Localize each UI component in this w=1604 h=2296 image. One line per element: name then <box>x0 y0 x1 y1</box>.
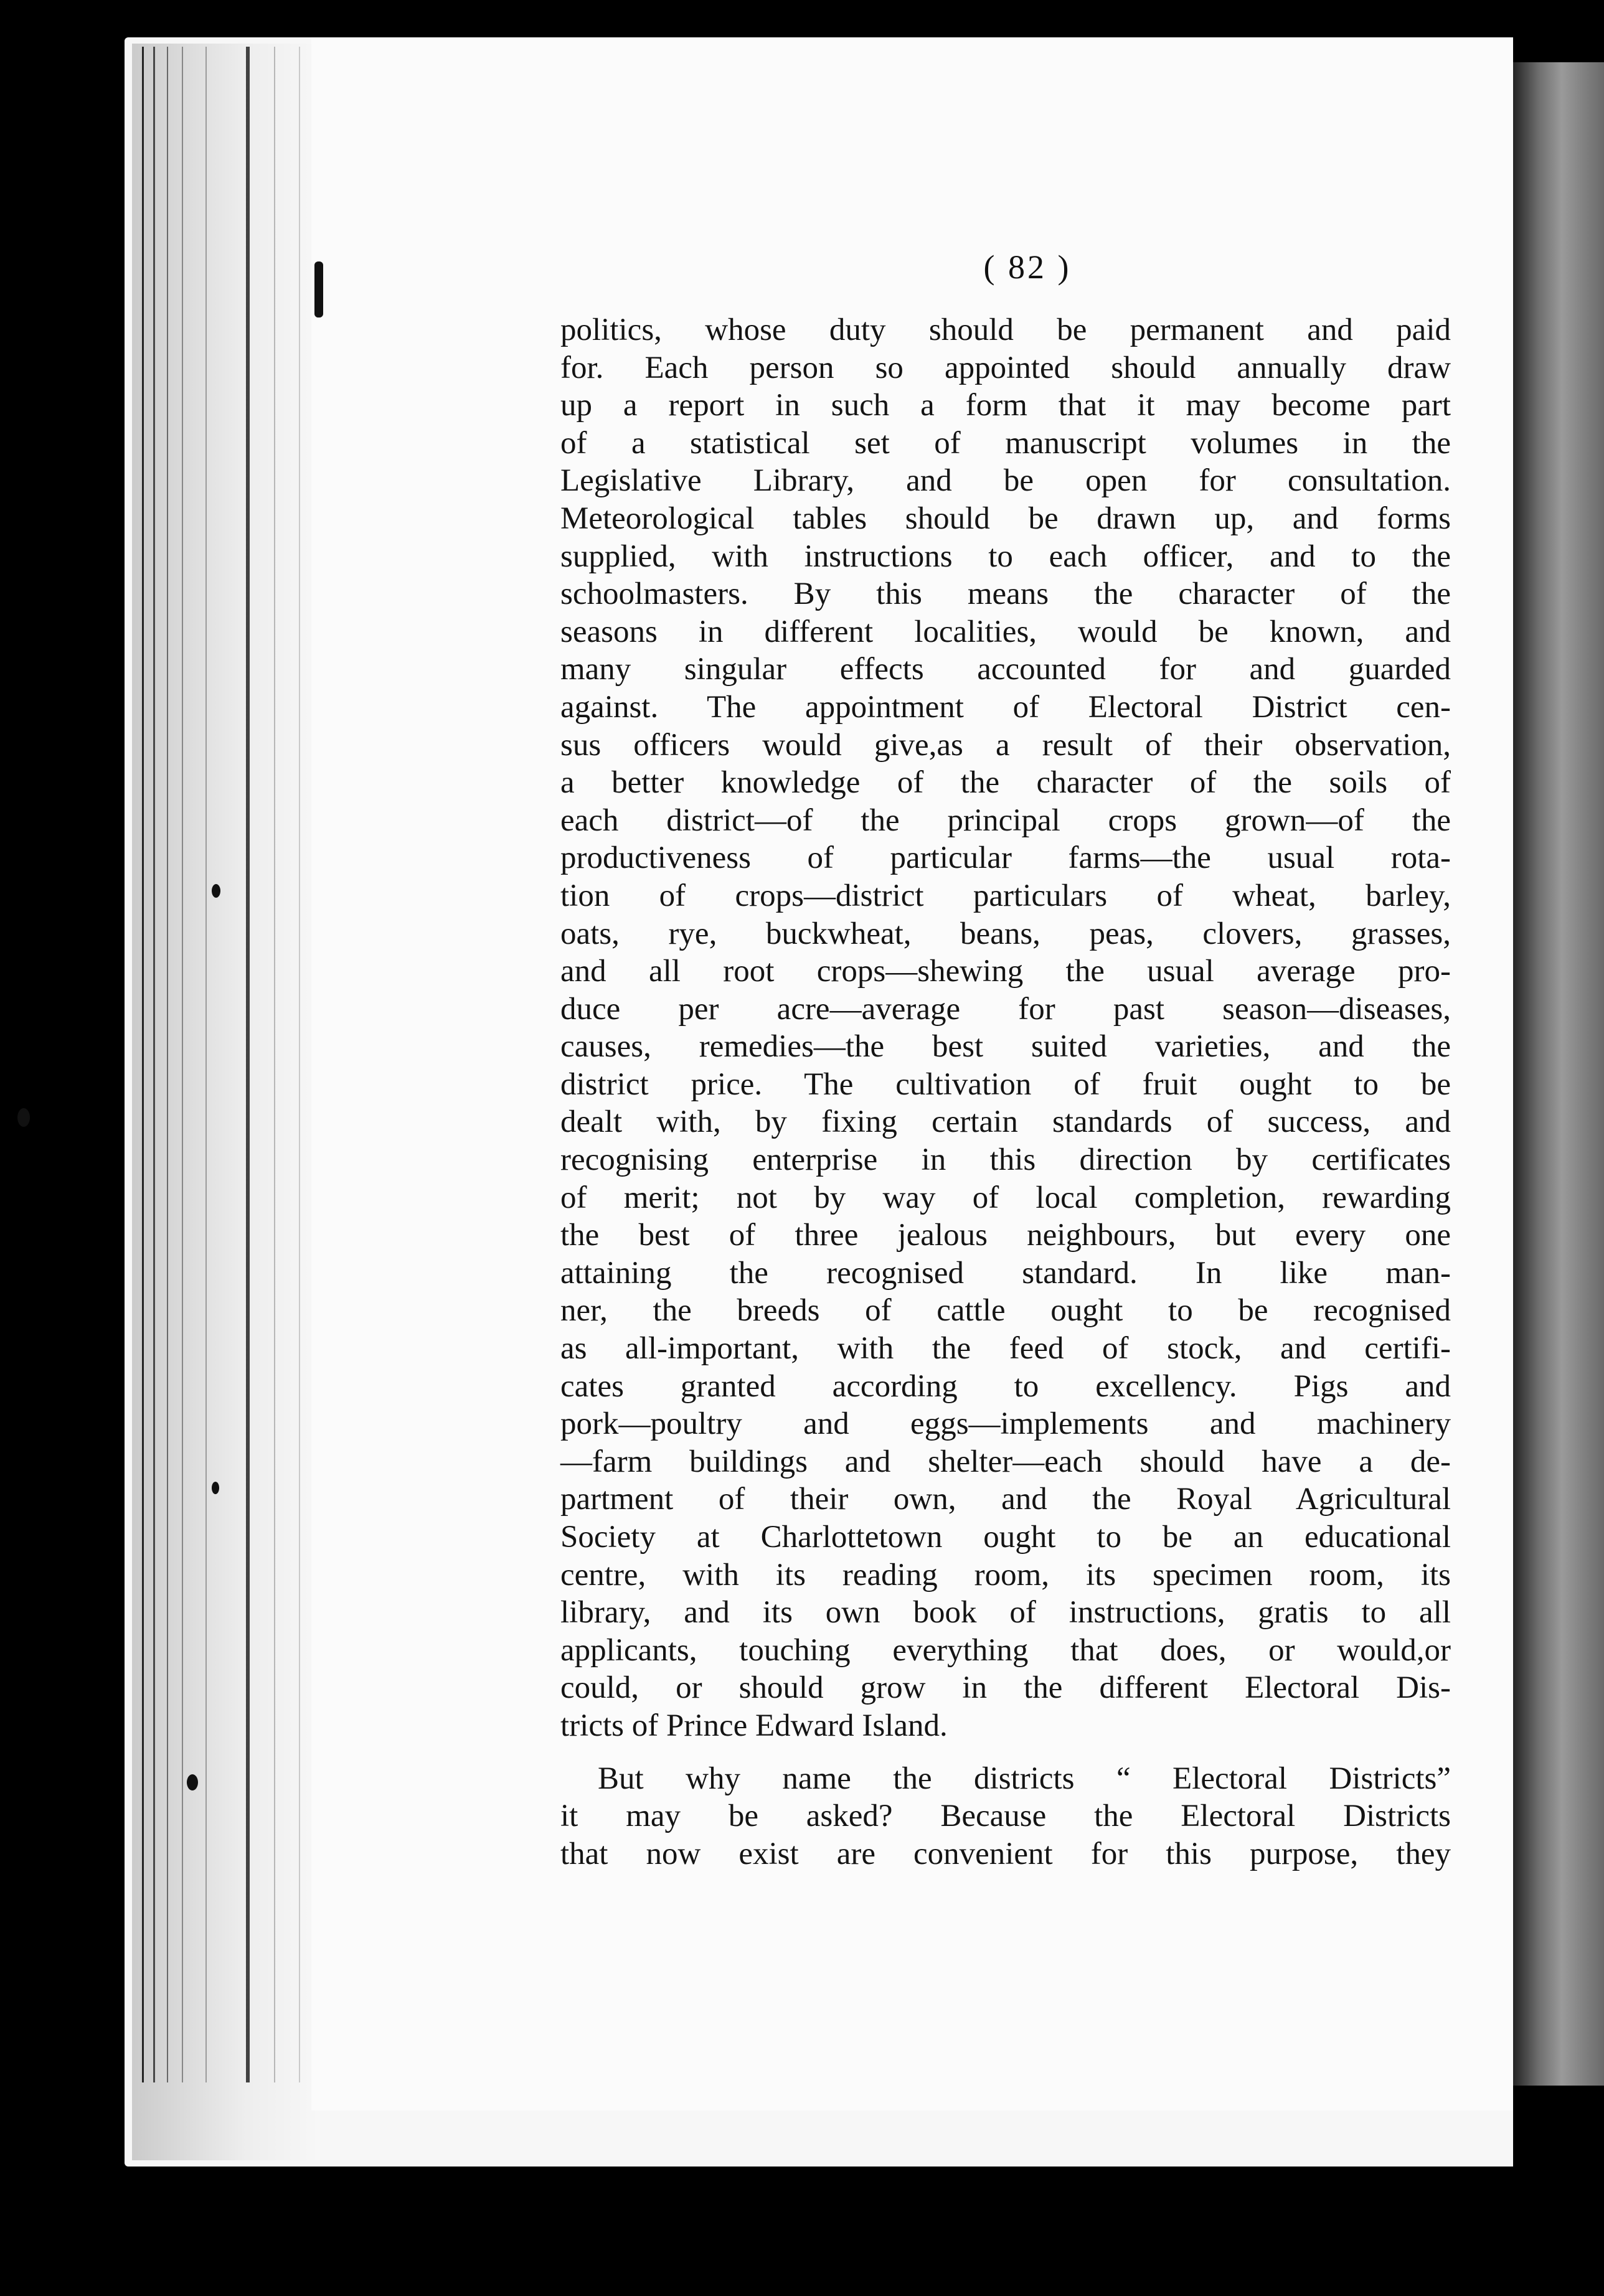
text-line: of merit; not by way of local completion, rewarding <box>560 1180 1451 1215</box>
ink-speck <box>314 261 323 318</box>
text-line: seasons in different localities, would be known, and <box>560 614 1451 649</box>
text-line: dealt with, by fixing certain standards of success, and <box>560 1104 1451 1140</box>
page-number: ( 82 ) <box>983 248 1072 286</box>
text-line: that now exist are convenient for this purpose, they <box>560 1836 1451 1871</box>
ink-speck <box>212 1482 219 1494</box>
text-line: partment of their own, and the Royal Agricultural <box>560 1482 1451 1517</box>
text-line: supplied, with instructions to each officer, and to the <box>560 539 1451 574</box>
text-line: could, or should grow in the different Electoral Dis- <box>560 1670 1451 1706</box>
text-line: against. The appointment of Electoral District cen- <box>560 689 1451 725</box>
text-line: the best of three jealous neighbours, but every one <box>560 1218 1451 1253</box>
ink-speck <box>17 1108 30 1127</box>
text-line: up a report in such a form that it may become part <box>560 388 1451 423</box>
text-line: and all root crops—shewing the usual average pro- <box>560 954 1451 989</box>
text-line: a better knowledge of the character of the soils of <box>560 765 1451 801</box>
text-line: many singular effects accounted for and guarded <box>560 652 1451 687</box>
text-line: of a statistical set of manuscript volumes in the <box>560 425 1451 461</box>
binding-shadow <box>1510 62 1604 2086</box>
paragraph-1 <box>560 311 1451 1745</box>
text-line: tricts of Prince Edward Island. <box>560 1708 948 1743</box>
text-line: causes, remedies—the best suited varieties, and the <box>560 1029 1451 1065</box>
page-body <box>560 311 1451 1873</box>
text-line: tion of crops—district particulars of wheat, barley, <box>560 878 1451 913</box>
page-edge-shading <box>132 44 319 2160</box>
text-line: But why name the districts “ Electoral Districts” <box>598 1761 1451 1796</box>
paragraph-2 <box>560 1760 1451 1873</box>
text-line: it may be asked? Because the Electoral Districts <box>560 1799 1451 1834</box>
text-line: Meteorological tables should be drawn up, and forms <box>560 501 1451 536</box>
text-line: each district—of the principal crops grown—of the <box>560 802 1451 838</box>
text-line: oats, rye, buckwheat, beans, peas, clovers, grasses, <box>560 916 1451 951</box>
text-line: district price. The cultivation of fruit ought to be <box>560 1066 1451 1102</box>
text-line: Society at Charlottetown ought to be an educational <box>560 1520 1451 1555</box>
text-line: cates granted according to excellency. Pigs and <box>560 1368 1451 1404</box>
text-line: as all-important, with the feed of stock, and certifi- <box>560 1331 1451 1367</box>
text-line: Legislative Library, and be open for consultation. <box>560 463 1451 499</box>
text-line: duce per acre—average for past season—diseases, <box>560 991 1451 1027</box>
ink-speck <box>212 884 220 898</box>
text-line: schoolmasters. By this means the character of the <box>560 576 1451 612</box>
text-line: for. Each person so appointed should annually draw <box>560 350 1451 385</box>
text-line: ner, the breeds of cattle ought to be recognised <box>560 1293 1451 1329</box>
text-line: politics, whose duty should be permanent and paid <box>560 313 1451 347</box>
text-line: library, and its own book of instructions, gratis to all <box>560 1595 1451 1630</box>
text-line: —farm buildings and shelter—each should have a de- <box>560 1444 1451 1479</box>
text-line: attaining the recognised standard. In like man- <box>560 1255 1451 1291</box>
text-line: productiveness of particular farms—the usual rota- <box>560 840 1451 876</box>
text-line: pork—poultry and eggs—implements and machinery <box>560 1406 1451 1442</box>
ink-speck <box>187 1774 198 1790</box>
text-line: applicants, touching everything that does, or would,or <box>560 1632 1451 1668</box>
text-line: sus officers would give,as a result of their observation, <box>560 727 1451 763</box>
text-line: centre, with its reading room, its specimen room, its <box>560 1557 1451 1593</box>
text-line: recognising enterprise in this direction by certificates <box>560 1142 1451 1178</box>
